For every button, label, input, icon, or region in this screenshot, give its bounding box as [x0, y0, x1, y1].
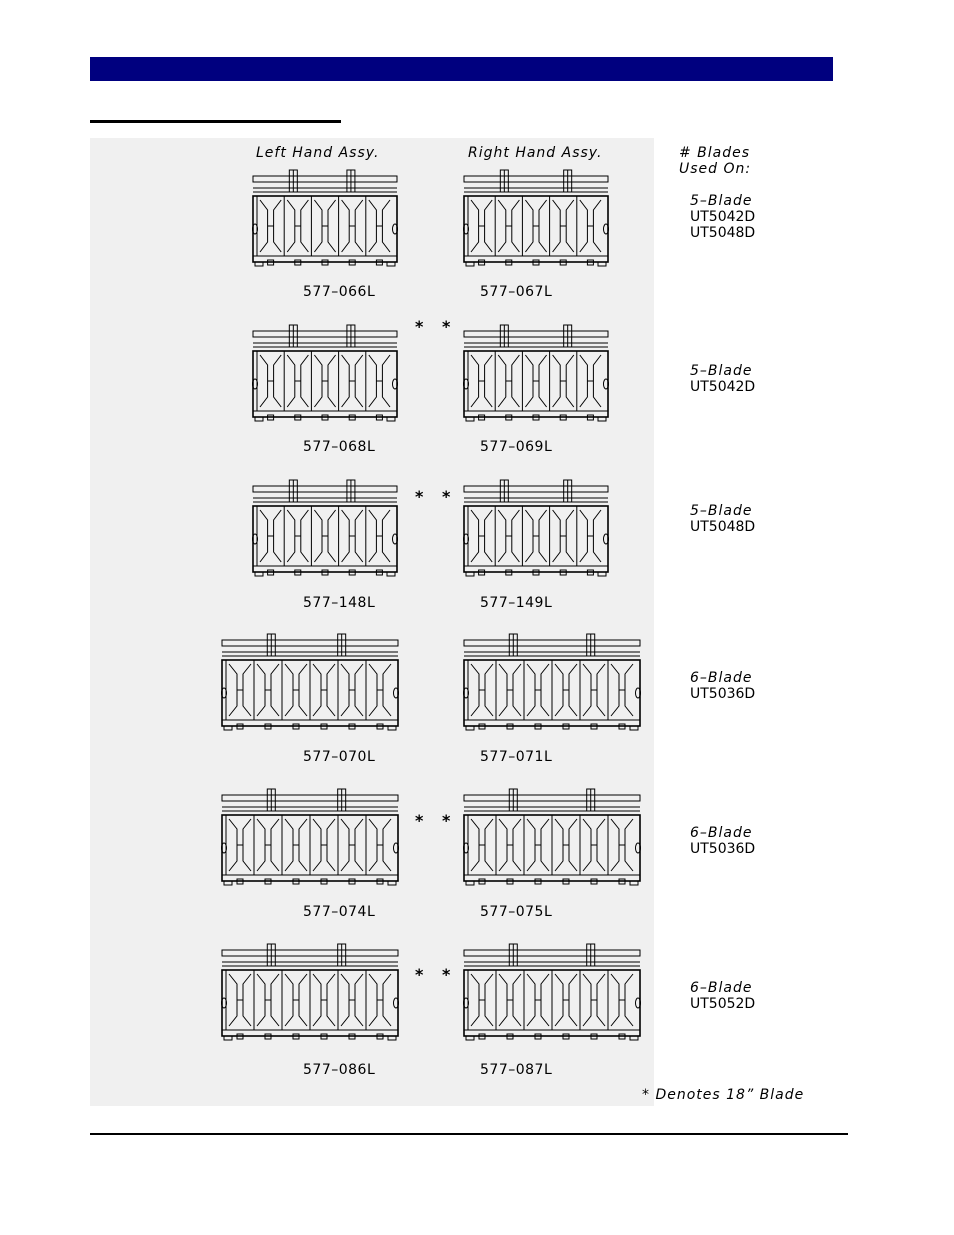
left-assembly-drawing: [219, 944, 401, 1044]
used-on-list: [690, 363, 755, 395]
right-part-number: 577–087L: [480, 1062, 553, 1078]
left-assembly-drawing: [250, 325, 400, 425]
star-marker: *: [442, 487, 451, 506]
left-part-number: 577–070L: [303, 749, 376, 765]
used-on-list: [690, 825, 755, 857]
section-heading-rule: [90, 120, 341, 123]
right-part-number: 577–075L: [480, 904, 553, 920]
right-part-number: 577–149L: [480, 595, 553, 611]
left-part-number: 577–074L: [303, 904, 376, 920]
right-part-number: 577–067L: [480, 284, 553, 300]
star-marker: *: [442, 811, 451, 830]
right-assembly-drawing: [461, 170, 611, 270]
left-assembly-drawing: [250, 480, 400, 580]
model-number: UT5042D: [690, 379, 756, 395]
left-assembly-drawing: [219, 789, 401, 889]
left-part-number: 577–066L: [303, 284, 376, 300]
star-marker: *: [415, 487, 424, 506]
model-number: UT5036D: [690, 686, 756, 702]
left-assembly-drawing: [219, 634, 401, 734]
model-number: UT5052D: [690, 996, 756, 1012]
star-marker: *: [415, 965, 424, 984]
left-part-number: 577–068L: [303, 439, 376, 455]
used-on-list: [690, 670, 755, 702]
star-marker: *: [415, 811, 424, 830]
used-on-list: [690, 980, 755, 1012]
star-marker: *: [415, 317, 424, 336]
star-marker: *: [442, 965, 451, 984]
left-assembly-drawing: [250, 170, 400, 270]
right-assembly-drawing: [461, 325, 611, 425]
right-assembly-drawing: [461, 944, 643, 1044]
blade-count: 6–Blade: [690, 825, 753, 841]
right-part-number: 577–069L: [480, 439, 553, 455]
footer-rule: [90, 1133, 848, 1135]
model-number: UT5048D: [690, 519, 756, 535]
blade-count: 5–Blade: [690, 193, 753, 209]
right-assembly-drawing: [461, 634, 643, 734]
used-on-heading-line-1: # Blades: [679, 145, 751, 161]
right-assembly-drawing: [461, 480, 611, 580]
right-part-number: 577–071L: [480, 749, 553, 765]
right-assembly-drawing: [461, 789, 643, 889]
star-marker: *: [442, 317, 451, 336]
blade-count: 5–Blade: [690, 503, 753, 519]
blade-count: 6–Blade: [690, 980, 753, 996]
footnote: * Denotes 18” Blade: [642, 1087, 805, 1103]
left-part-number: 577–086L: [303, 1062, 376, 1078]
model-number: UT5042D: [690, 209, 756, 225]
left-hand-heading: Left Hand Assy.: [256, 145, 380, 161]
header-bar: [90, 57, 833, 81]
blade-count: 5–Blade: [690, 363, 753, 379]
used-on-list: [690, 193, 755, 241]
used-on-list: [690, 503, 755, 535]
used-on-heading-line-2: Used On:: [679, 161, 752, 177]
model-number: UT5036D: [690, 841, 756, 857]
blade-count: 6–Blade: [690, 670, 753, 686]
left-part-number: 577–148L: [303, 595, 376, 611]
model-number: UT5048D: [690, 225, 756, 241]
right-hand-heading: Right Hand Assy.: [468, 145, 603, 161]
